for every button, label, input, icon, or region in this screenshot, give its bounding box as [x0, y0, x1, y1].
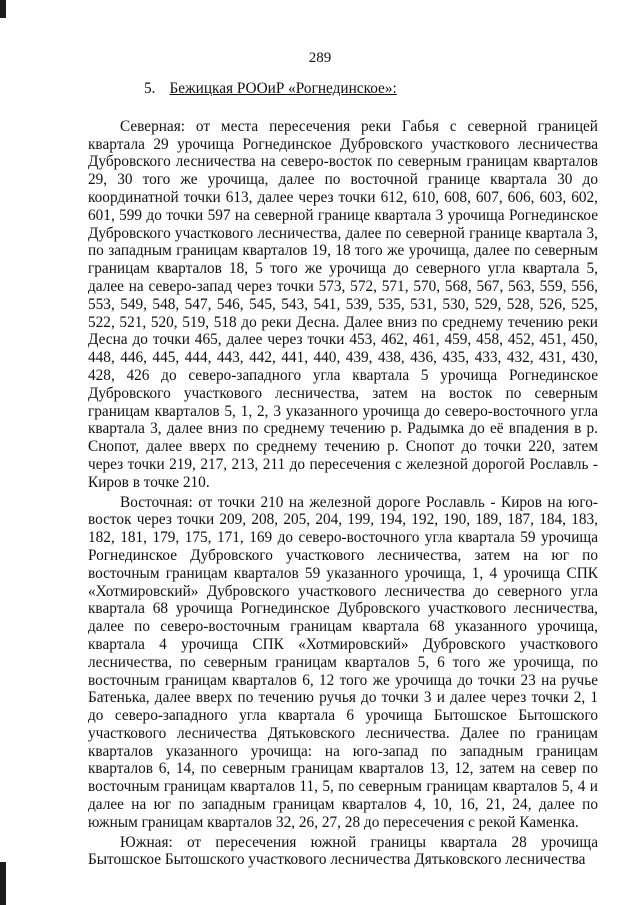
- scan-edge-bottom: [0, 862, 6, 905]
- section-number: 5.: [144, 80, 156, 97]
- paragraph-south: Южная: от пересечения южной границы квартала 28 урочища Бытошское Бытошского участкового лесничества Дятьковского лесничества: [88, 833, 598, 869]
- section-title: Бежицкая РООиР «Рогнединское»:: [169, 80, 397, 97]
- paragraph-east: Восточная: от точки 210 на железной дороге Рославль - Киров на юго-восток через точки 209, 208, 205, 204, 199, 194, 192, 190, 189, 187, 184, 183, 182, 181, 179, 175, 171, 169 до северо-восточного угла квартала 59 урочища Рогнединское Дубровского участкового лесничества, затем на юг по восточным границам кварталов 59 указанного урочища, 1, 4 урочища СПК «Хотмировский» Дубровского участкового лесничества до северного угла квартала 68 урочища Рогнединское Дубровского участкового лесничества, далее по северо-восточным границам квартала 68 указанного урочища, квартала 4 урочища СПК «Хотмировский» Дубровского участкового лесничества, по северным границам кварталов 5, 6 того же урочища, по восточным границам кварталов 6, 12 того же урочища до точки 23 на ручье Батенька, далее вверх по течению ручья до точки 3 и далее через точки 2, 1 до северо-западного угла квартала 6 урочища Бытошское Бытошского участкового лесничества Дятьковского лесничества. Далее по границам кварталов указанного урочища: на юго-запад по западным границам кварталов 6, 14, по северным границам кварталов 13, 12, затем на север по восточным границам кварталов 11, 5, по северным границам кварталов 5, 4 и далее на юг по западным границам кварталов 4, 10, 16, 21, 24, далее по южным границам кварталов 32, 26, 27, 28 до пересечения с рекой Каменка.: [88, 493, 598, 831]
- paragraph-north: Северная: от места пересечения реки Габья с северной границей квартала 29 урочища Рогнединское Дубровского участкового лесничества Дубровского лесничества на северо-восток по северным границам кварталов 29, 30 того же урочища, далее по восточной границе квартала 30 до координатной точки 613, далее через точки 612, 610, 608, 607, 606, 603, 602, 601, 599 до точки 597 на северной границе квартала 3 урочища Рогнединское Дубровского участкового лесничества, далее по северной границе квартала 3, по западным границам кварталов 19, 18 того же урочища, далее по северным границам кварталов 18, 5 того же урочища до северного угла квартала 5, далее на северо-запад через точки 573, 572, 571, 570, 568, 567, 563, 559, 556, 553, 549, 548, 547, 546, 545, 543, 541, 539, 535, 531, 530, 529, 528, 526, 525, 522, 521, 520, 519, 518 до реки Десна. Далее вниз по среднему течению реки Десна до точки 465, далее через точки 453, 462, 461, 459, 458, 452, 451, 450, 448, 446, 445, 444, 443, 442, 441, 440, 439, 438, 436, 435, 433, 432, 431, 430, 428, 426 до северо-западного угла квартала 5 урочища Рогнединское Дубровского участкового лесничества, затем на восток по северным границам кварталов 5, 1, 2, 3 указанного урочища до северо-восточного угла квартала 3, далее вниз по среднему течению р. Радымка до её впадения в р. Снопот, далее вверх по среднему течению р. Снопот до точки 220, затем через точки 219, 217, 213, 211 до пересечения с железной дорогой Рославль - Киров в точке 210.: [88, 117, 598, 491]
- scan-edge-top: [0, 0, 6, 18]
- section-heading: [88, 80, 598, 98]
- page-number: 289: [308, 50, 332, 66]
- document-body: [88, 80, 598, 871]
